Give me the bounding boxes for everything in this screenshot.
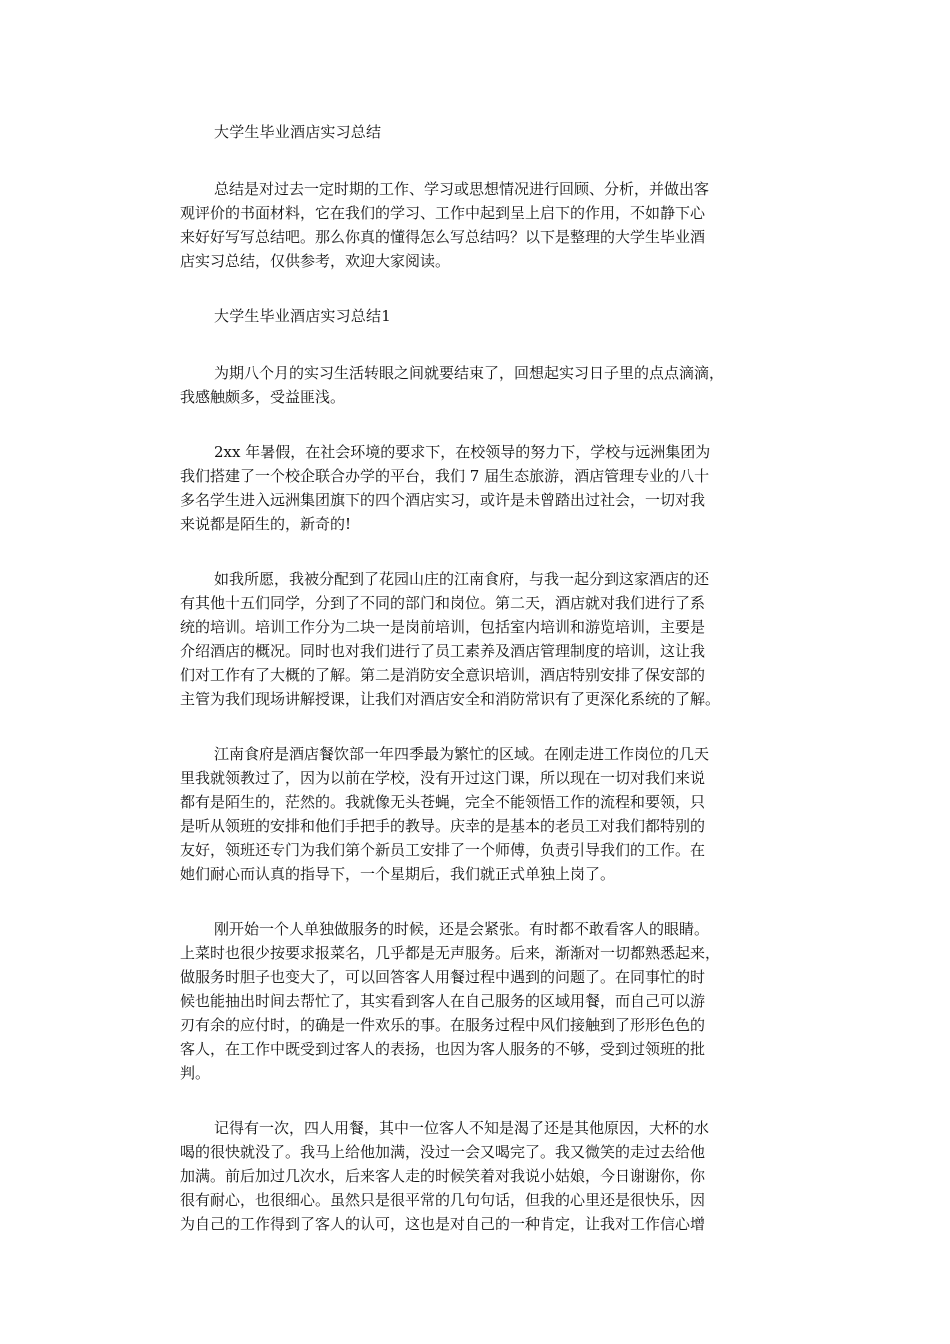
text-line: 为自己的工作得到了客人的认可，这也是对自己的一种肯定，让我对工作信心增: [180, 1215, 706, 1233]
text-line: 主管为我们现场讲解授课，让我们对酒店安全和消防常识有了更深化系统的了解。: [180, 690, 721, 708]
text-line: 喝的很快就没了。我马上给他加满，没过一会又喝完了。我又微笑的走过去给他: [180, 1143, 706, 1161]
text-line: 上菜时也很少按要求报菜名，几乎都是无声服务。后来，渐渐对一切都熟悉起来，: [180, 944, 721, 962]
text-line: 友好，领班还专门为我们第个新员工安排了一个师傅，负责引导我们的工作。在: [180, 841, 706, 859]
text-line: 都有是陌生的，茫然的。我就像无头苍蝇，完全不能领悟工作的流程和要领，只: [180, 793, 706, 811]
text-line: 统的培训。培训工作分为二块一是岗前培训，包括室内培训和游览培训，主要是: [180, 618, 706, 636]
text-line: 刚开始一个人单独做服务的时候，还是会紧张。有时都不敢看客人的眼睛。: [214, 920, 710, 938]
intro-paragraph: [180, 177, 780, 273]
text-line: 加满。前后加过几次水，后来客人走的时候笑着对我说小姑娘，今日谢谢你，你: [180, 1167, 706, 1185]
text-line: 2xx 年暑假，在社会环境的要求下，在校领导的努力下，学校与远洲集团为: [214, 443, 711, 461]
text-line: 总结是对过去一定时期的工作、学习或思想情况进行回顾、分析，并做出客: [214, 180, 710, 198]
section-title: 大学生毕业酒店实习总结1: [214, 307, 391, 325]
body-paragraph-6: [180, 1116, 780, 1236]
text-line: 多名学生进入远洲集团旗下的四个酒店实习，或许是未曾踏出过社会，一切对我: [180, 491, 706, 509]
text-line: 介绍酒店的概况。同时也对我们进行了员工素养及酒店管理制度的培训，这让我: [180, 642, 706, 660]
text-line: 我感触颇多，受益匪浅。: [180, 388, 346, 406]
text-line: 店实习总结，仅供参考，欢迎大家阅读。: [180, 252, 451, 270]
text-line: 很有耐心，也很细心。虽然只是很平常的几句句话，但我的心里还是很快乐，因: [180, 1191, 706, 1209]
text-line: 做服务时胆子也变大了，可以回答客人用餐过程中遇到的问题了。在同事忙的时: [180, 968, 706, 986]
body-paragraph-2: [180, 440, 780, 536]
text-line: 里我就领教过了，因为以前在学校，没有开过这门课，所以现在一切对我们来说: [180, 769, 706, 787]
text-line: 刃有余的应付时，的确是一件欢乐的事。在服务过程中风们接触到了形形色色的: [180, 1016, 706, 1034]
text-line: 候也能抽出时间去帮忙了，其实看到客人在自己服务的区域用餐，而自己可以游: [180, 992, 706, 1010]
text-line: 有其他十五们同学，分到了不同的部门和岗位。第二天，酒店就对我们进行了系: [180, 594, 706, 612]
body-paragraph-1: [180, 361, 780, 409]
text-line: 判。: [180, 1064, 211, 1082]
text-line: 记得有一次，四人用餐，其中一位客人不知是渴了还是其他原因，大杯的水: [214, 1119, 710, 1137]
text-line: 观评价的书面材料，它在我们的学习、工作中起到呈上启下的作用，不如静下心: [180, 204, 706, 222]
text-line: 她们耐心而认真的指导下，一个星期后，我们就正式单独上岗了。: [180, 865, 616, 883]
body-paragraph-5: [180, 917, 780, 1085]
text-line: 客人，在工作中既受到过客人的表扬，也因为客人服务的不够，受到过领班的批: [180, 1040, 706, 1058]
text-line: 为期八个月的实习生活转眼之间就要结束了，回想起实习日子里的点点滴滴，: [214, 364, 725, 382]
text-line: 们对工作有了大概的了解。第二是消防安全意识培训，酒店特别安排了保安部的: [180, 666, 706, 684]
text-line: 来说都是陌生的，新奇的!: [180, 515, 352, 533]
text-line: 我们搭建了一个校企联合办学的平台，我们 7 届生态旅游，酒店管理专业的八十: [180, 467, 710, 485]
text-line: 江南食府是酒店餐饮部一年四季最为繁忙的区域。在刚走进工作岗位的几天: [214, 745, 710, 763]
text-line: 如我所愿，我被分配到了花园山庄的江南食府，与我一起分到这家酒店的还: [214, 570, 710, 588]
text-line: 来好好写写总结吧。那么你真的懂得怎么写总结吗？以下是整理的大学生毕业酒: [180, 228, 706, 246]
body-paragraph-4: [180, 742, 780, 886]
document-body: [180, 120, 780, 1267]
document-title: 大学生毕业酒店实习总结: [214, 123, 382, 141]
text-line: 是听从领班的安排和他们手把手的教导。庆幸的是基本的老员工对我们都特别的: [180, 817, 706, 835]
body-paragraph-3: [180, 567, 780, 711]
